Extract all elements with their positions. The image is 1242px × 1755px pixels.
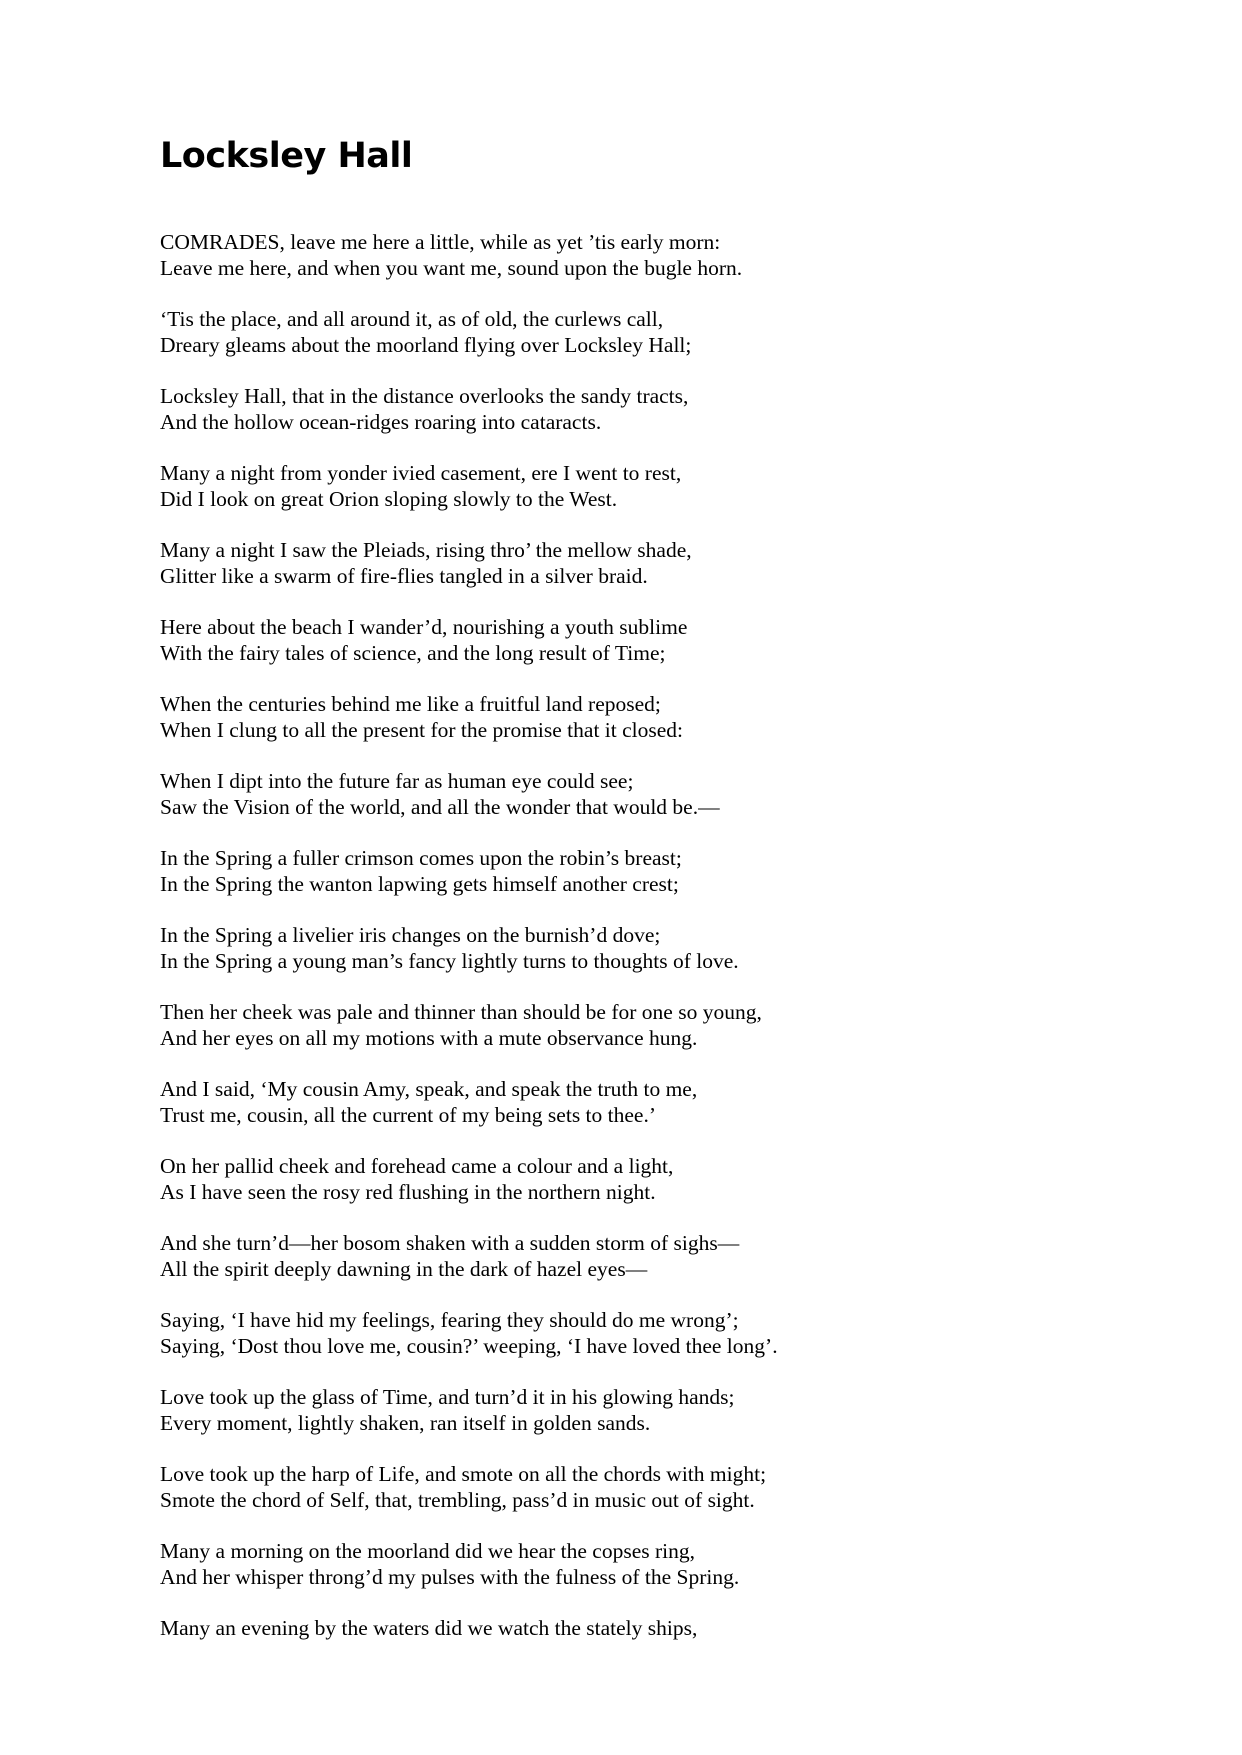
poem-title: Locksley Hall bbox=[160, 136, 413, 176]
poem-line: And I said, ‘My cousin Amy, speak, and speak the truth to me, bbox=[160, 1077, 698, 1101]
stanza bbox=[160, 922, 1160, 974]
poem-line: Many a night from yonder ivied casement, ere I went to rest, bbox=[160, 461, 682, 485]
stanza bbox=[160, 1384, 1160, 1436]
poem-line: Smote the chord of Self, that, trembling, pass’d in music out of sight. bbox=[160, 1488, 755, 1512]
poem-line: Leave me here, and when you want me, sound upon the bugle horn. bbox=[160, 256, 743, 280]
poem-body bbox=[160, 229, 1160, 1666]
stanza bbox=[160, 383, 1160, 435]
poem-line: Glitter like a swarm of fire-flies tangled in a silver braid. bbox=[160, 564, 648, 588]
stanza bbox=[160, 845, 1160, 897]
poem-line: On her pallid cheek and forehead came a colour and a light, bbox=[160, 1154, 674, 1178]
stanza bbox=[160, 614, 1160, 666]
stanza bbox=[160, 1153, 1160, 1205]
poem-line: As I have seen the rosy red flushing in the northern night. bbox=[160, 1180, 656, 1204]
stanza bbox=[160, 306, 1160, 358]
poem-line: Every moment, lightly shaken, ran itself in golden sands. bbox=[160, 1411, 651, 1435]
poem-line: With the fairy tales of science, and the long result of Time; bbox=[160, 641, 666, 665]
poem-line: Love took up the harp of Life, and smote on all the chords with might; bbox=[160, 1462, 767, 1486]
poem-line: When I clung to all the present for the promise that it closed: bbox=[160, 718, 684, 742]
stanza bbox=[160, 1230, 1160, 1282]
poem-line: Here about the beach I wander’d, nourishing a youth sublime bbox=[160, 615, 688, 639]
poem-line: All the spirit deeply dawning in the dark of hazel eyes— bbox=[160, 1257, 648, 1281]
poem-line: In the Spring a fuller crimson comes upon the robin’s breast; bbox=[160, 846, 682, 870]
poem-line: Trust me, cousin, all the current of my being sets to thee.’ bbox=[160, 1103, 657, 1127]
poem-line: Many a night I saw the Pleiads, rising thro’ the mellow shade, bbox=[160, 538, 692, 562]
stanza bbox=[160, 1076, 1160, 1128]
poem-line: Did I look on great Orion sloping slowly to the West. bbox=[160, 487, 618, 511]
poem-line: Love took up the glass of Time, and turn’d it in his glowing hands; bbox=[160, 1385, 735, 1409]
poem-line: Many an evening by the waters did we watch the stately ships, bbox=[160, 1616, 698, 1640]
poem-line: Saying, ‘Dost thou love me, cousin?’ weeping, ‘I have loved thee long’. bbox=[160, 1334, 778, 1358]
poem-line: Saying, ‘I have hid my feelings, fearing they should do me wrong’; bbox=[160, 1308, 739, 1332]
poem-line: In the Spring the wanton lapwing gets himself another crest; bbox=[160, 872, 679, 896]
poem-line: Many a morning on the moorland did we hear the copses ring, bbox=[160, 1539, 695, 1563]
poem-line: And she turn’d—her bosom shaken with a sudden storm of sighs— bbox=[160, 1231, 740, 1255]
poem-line: In the Spring a livelier iris changes on the burnish’d dove; bbox=[160, 923, 661, 947]
poem-line: Then her cheek was pale and thinner than should be for one so young, bbox=[160, 1000, 762, 1024]
poem-line: Dreary gleams about the moorland flying over Locksley Hall; bbox=[160, 333, 692, 357]
stanza bbox=[160, 1538, 1160, 1590]
poem-line: In the Spring a young man’s fancy lightly turns to thoughts of love. bbox=[160, 949, 739, 973]
stanza bbox=[160, 768, 1160, 820]
stanza bbox=[160, 229, 1160, 281]
poem-line: ‘Tis the place, and all around it, as of old, the curlews call, bbox=[160, 307, 664, 331]
poem-line: Saw the Vision of the world, and all the wonder that would be.— bbox=[160, 795, 720, 819]
stanza bbox=[160, 460, 1160, 512]
poem-line: When I dipt into the future far as human eye could see; bbox=[160, 769, 634, 793]
poem-line: And the hollow ocean-ridges roaring into cataracts. bbox=[160, 410, 602, 434]
stanza bbox=[160, 999, 1160, 1051]
poem-line: And her eyes on all my motions with a mute observance hung. bbox=[160, 1026, 698, 1050]
poem-line: COMRADES, leave me here a little, while as yet ’tis early morn: bbox=[160, 230, 721, 254]
stanza bbox=[160, 1307, 1160, 1359]
stanza bbox=[160, 537, 1160, 589]
stanza bbox=[160, 1615, 1160, 1641]
stanza bbox=[160, 691, 1160, 743]
stanza bbox=[160, 1461, 1160, 1513]
poem-line: And her whisper throng’d my pulses with the fulness of the Spring. bbox=[160, 1565, 740, 1589]
poem-line: Locksley Hall, that in the distance overlooks the sandy tracts, bbox=[160, 384, 689, 408]
poem-line: When the centuries behind me like a fruitful land reposed; bbox=[160, 692, 661, 716]
